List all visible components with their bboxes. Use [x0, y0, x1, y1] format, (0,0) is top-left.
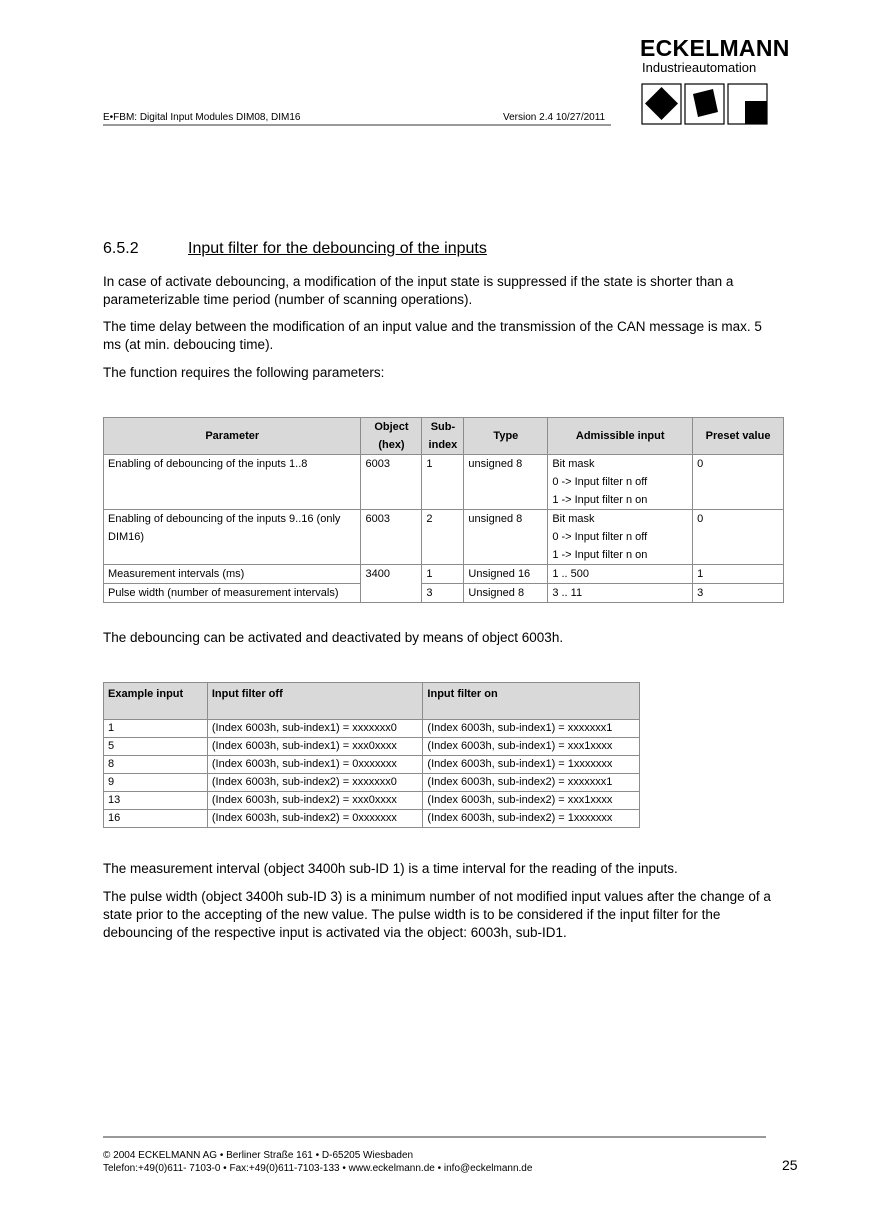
logo-squares-icon — [641, 83, 769, 125]
cell-preset: 0 — [693, 510, 784, 565]
parameter-table — [103, 417, 784, 603]
paragraph-debouncing-intro: In case of activate debouncing, a modification of the input state is suppressed if the state is shorter than a parameterizable time period (number of scanning operations). — [103, 274, 734, 307]
cell-example-input: 16 — [104, 810, 208, 828]
cell-parameter: Measurement intervals (ms) — [104, 565, 361, 584]
admissible-line: 1 -> Input filter n on — [552, 494, 648, 506]
cell-type: Unsigned 8 — [464, 584, 548, 603]
cell-preset: 0 — [693, 455, 784, 510]
cell-filter-off: (Index 6003h, sub-index1) = 0xxxxxxx — [207, 756, 423, 774]
header-doc-title: E•FBM: Digital Input Modules DIM08, DIM16 — [103, 112, 301, 123]
cell-filter-off: (Index 6003h, sub-index2) = 0xxxxxxx — [207, 810, 423, 828]
cell-admissible — [548, 455, 693, 510]
page-number: 25 — [782, 1157, 798, 1173]
table-row — [104, 774, 640, 792]
cell-filter-off: (Index 6003h, sub-index2) = xxx0xxxx — [207, 792, 423, 810]
paragraph-activation: The debouncing can be activated and deactivated by means of object 6003h. — [103, 630, 564, 645]
cell-object: 3400 — [361, 565, 422, 603]
cell-filter-off: (Index 6003h, sub-index1) = xxx0xxxx — [207, 738, 423, 756]
cell-example-input: 8 — [104, 756, 208, 774]
cell-preset: 3 — [693, 584, 784, 603]
table-row — [104, 756, 640, 774]
table-row — [104, 510, 784, 565]
example-table — [103, 682, 640, 828]
table-row — [104, 792, 640, 810]
cell-type: unsigned 8 — [464, 455, 548, 510]
cell-filter-off: (Index 6003h, sub-index1) = xxxxxxx0 — [207, 720, 423, 738]
table-row — [104, 584, 784, 603]
cell-subindex: 3 — [422, 584, 464, 603]
logo-subtitle: Industrieautomation — [642, 60, 757, 75]
footer-contact: Telefon:+49(0)611- 7103-0 • Fax:+49(0)611-7103-133 • www.eckelmann.de • info@eckelmann.de — [103, 1163, 533, 1174]
cell-admissible: 3 .. 11 — [548, 584, 693, 603]
section-number: 6.5.2 — [103, 240, 139, 257]
cell-subindex: 1 — [422, 565, 464, 584]
table-row — [104, 720, 640, 738]
admissible-line: 0 -> Input filter n off — [552, 476, 648, 488]
cell-admissible — [548, 510, 693, 565]
cell-object: 6003 — [361, 455, 422, 510]
col-header-admissible: Admissible input — [548, 418, 693, 455]
cell-preset: 1 — [693, 565, 784, 584]
cell-admissible: 1 .. 500 — [548, 565, 693, 584]
cell-filter-on: (Index 6003h, sub-index1) = xxx1xxxx — [423, 738, 640, 756]
logo-name: ECKELMANN — [640, 35, 790, 61]
cell-parameter: Enabling of debouncing of the inputs 1..8 — [104, 455, 361, 510]
footer-rule — [103, 1136, 766, 1138]
cell-example-input: 1 — [104, 720, 208, 738]
cell-filter-on: (Index 6003h, sub-index1) = 1xxxxxxx — [423, 756, 640, 774]
cell-filter-on: (Index 6003h, sub-index2) = xxxxxxx1 — [423, 774, 640, 792]
header-version: Version 2.4 10/27/2011 — [503, 112, 606, 123]
col-header-subindex: Sub-index — [422, 418, 464, 455]
paragraph-measurement-interval: The measurement interval (object 3400h sub-ID 1) is a time interval for the reading of the inputs. — [103, 861, 678, 876]
cell-subindex: 2 — [422, 510, 464, 565]
section-title: Input filter for the debouncing of the inputs — [188, 240, 487, 257]
footer-address: © 2004 ECKELMANN AG • Berliner Straße 161 • D-65205 Wiesbaden — [103, 1150, 414, 1161]
cell-type: Unsigned 16 — [464, 565, 548, 584]
admissible-line: 0 -> Input filter n off — [552, 531, 648, 543]
cell-type: unsigned 8 — [464, 510, 548, 565]
cell-filter-off: (Index 6003h, sub-index2) = xxxxxxx0 — [207, 774, 423, 792]
paragraph-parameters-intro: The function requires the following parameters: — [103, 365, 385, 380]
col-header-parameter: Parameter — [104, 418, 361, 455]
cell-filter-on: (Index 6003h, sub-index2) = xxx1xxxx — [423, 792, 640, 810]
cell-object: 6003 — [361, 510, 422, 565]
header-rule — [103, 124, 611, 126]
admissible-line: 1 -> Input filter n on — [552, 549, 648, 561]
cell-parameter: Pulse width (number of measurement intervals) — [104, 584, 361, 603]
col-header-object: Object (hex) — [361, 418, 422, 455]
col-header-filter-on: Input filter on — [423, 683, 640, 720]
cell-example-input: 9 — [104, 774, 208, 792]
cell-subindex: 1 — [422, 455, 464, 510]
col-header-filter-off: Input filter off — [207, 683, 423, 720]
table-row — [104, 810, 640, 828]
col-header-preset: Preset value — [693, 418, 784, 455]
table-header-row — [104, 418, 784, 455]
col-header-type: Type — [464, 418, 548, 455]
admissible-line: Bit mask — [552, 458, 595, 470]
cell-parameter: Enabling of debouncing of the inputs 9..16 (only DIM16) — [104, 510, 361, 565]
cell-filter-on: (Index 6003h, sub-index2) = 1xxxxxxx — [423, 810, 640, 828]
cell-example-input: 5 — [104, 738, 208, 756]
paragraph-pulse-width: The pulse width (object 3400h sub-ID 3) is a minimum number of not modified input values after the change of a state prior to the accepting of the new value. The pulse width is to be considered if the input filter for the debouncing of the respective input is activated via the object: 6003h, sub-ID1. — [103, 889, 771, 940]
table-row — [104, 565, 784, 584]
table-row — [104, 738, 640, 756]
admissible-line: Bit mask — [552, 513, 595, 525]
table-row — [104, 455, 784, 510]
cell-example-input: 13 — [104, 792, 208, 810]
col-header-example-input: Example input — [104, 683, 208, 720]
cell-filter-on: (Index 6003h, sub-index1) = xxxxxxx1 — [423, 720, 640, 738]
table-header-row — [104, 683, 640, 720]
paragraph-time-delay: The time delay between the modification of an input value and the transmission of the CAN message is max. 5 ms (at min. deboucing time). — [103, 319, 762, 352]
